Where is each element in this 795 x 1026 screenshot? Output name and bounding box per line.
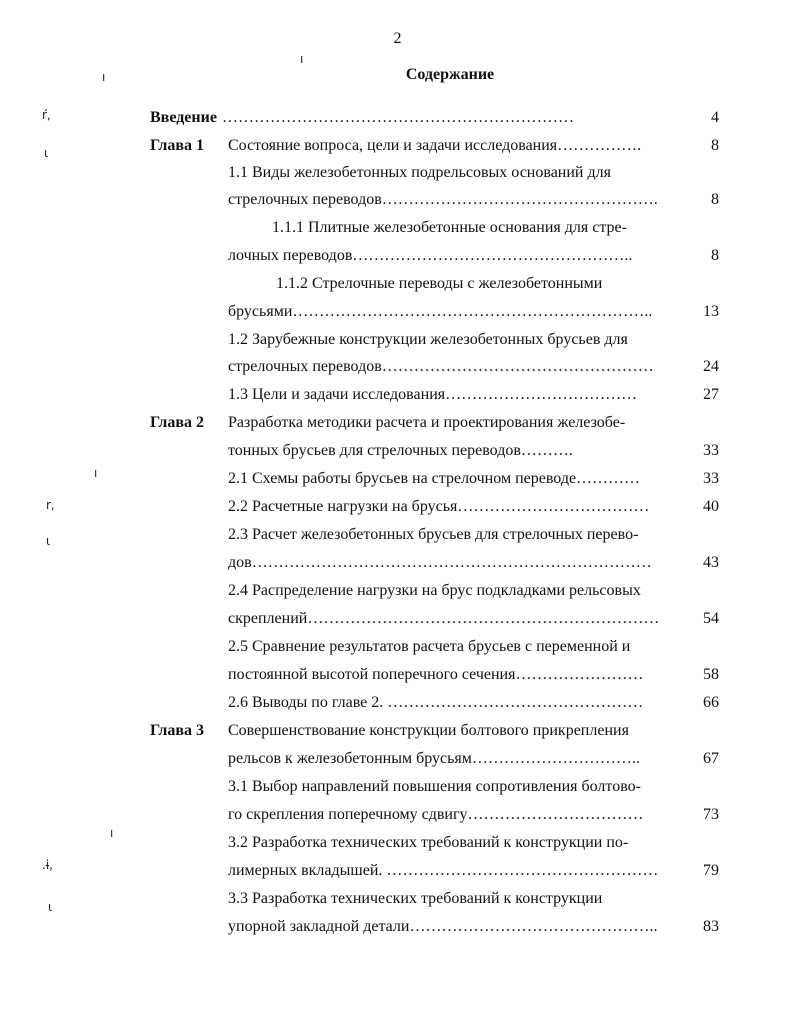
toc-s3-2-line2: лимерных вкладышей. …………………………………………… <box>228 862 659 879</box>
toc-s2-2-page: 40 <box>703 498 719 515</box>
toc-s2-3-page: 43 <box>703 554 719 571</box>
toc-s2-5-page: 58 <box>703 666 719 683</box>
toc-ch3-line2: рельсов к железобетонным брусьям………………………….. <box>228 750 640 767</box>
toc-s2-6-line1: 2.6 Выводы по главе 2. ………………………………………… <box>228 694 644 711</box>
toc-ch3-label: Глава 3 <box>150 722 204 739</box>
toc-intro-dots: ………………………………………………………… <box>222 109 574 126</box>
toc-ch2-line2: тонных брусьев для стрелочных переводов………. <box>228 442 573 459</box>
scan-mark: ı <box>300 52 304 66</box>
toc-intro-label: Введение <box>150 109 217 126</box>
toc-s2-4-line1: 2.4 Распределение нагрузки на брус подкладками рельсовых <box>228 582 641 599</box>
toc-s3-2-line1: 3.2 Разработка технических требований к конструкции по- <box>228 834 629 851</box>
toc-s2-5-line1: 2.5 Сравнение результатов расчета брусьев с переменной и <box>228 638 631 655</box>
toc-s2-5-line2: постоянной высотой поперечного сечения…………………… <box>228 666 644 683</box>
toc-s2-3-line1: 2.3 Расчет железобетонных брусьев для стрелочных перево- <box>228 526 639 543</box>
toc-ch2-line1: Разработка методики расчета и проектирования железобе- <box>228 414 626 431</box>
toc-s1-1-2-line1: 1.1.2 Стрелочные переводы с железобетонными <box>276 275 603 292</box>
toc-ch1-label: Глава 1 <box>150 137 204 154</box>
page-title: Содержание <box>405 66 495 83</box>
toc-s3-3-page: 83 <box>703 918 719 935</box>
toc-s2-4-line2: скреплений………………………………………………………… <box>228 610 660 627</box>
scan-mark: ı <box>110 826 114 840</box>
scan-mark: ɩ <box>44 146 49 160</box>
toc-s1-1-1-line1: 1.1.1 Плитные железобетонные основания для стре- <box>272 219 627 236</box>
toc-s1-2-page: 24 <box>703 358 719 375</box>
scan-mark: ı <box>94 466 98 480</box>
toc-ch1-page: 8 <box>711 137 719 154</box>
toc-s1-2-line2: стрелочных переводов…………………………………………… <box>228 358 654 375</box>
scan-mark: .ɨ, <box>42 858 53 872</box>
toc-s2-3-line2: дов………………………………………………………………… <box>228 554 652 571</box>
toc-s3-3-line2: упорной закладной детали……………………………………….. <box>228 918 658 935</box>
toc-s2-6-page: 66 <box>703 694 719 711</box>
toc-s2-2-line1: 2.2 Расчетные нагрузки на брусья……………………………… <box>228 498 650 515</box>
scan-mark: r, <box>46 498 55 512</box>
toc-s2-1-line1: 2.1 Схемы работы брусьев на стрелочном переводе………… <box>228 470 641 487</box>
toc-s3-2-page: 79 <box>703 862 719 879</box>
toc-s1-1-1-page: 8 <box>711 247 719 264</box>
toc-s1-1-line2: стрелочных переводов……………………………………………. <box>228 191 658 208</box>
toc-s1-1-page: 8 <box>711 191 719 208</box>
toc-s2-1-page: 33 <box>703 470 719 487</box>
toc-s3-1-page: 73 <box>703 806 719 823</box>
toc-s1-1-line1: 1.1 Виды железобетонных подрельсовых оснований для <box>228 164 611 181</box>
toc-s1-1-2-line2: брусьями………………………………………………………….. <box>228 303 653 320</box>
scan-mark: ɩ <box>46 534 51 548</box>
toc-ch2-page: 33 <box>703 442 719 459</box>
page-number: 2 <box>393 30 402 47</box>
toc-s2-4-page: 54 <box>703 610 719 627</box>
toc-s1-3-line1: 1.3 Цели и задачи исследования……………………………… <box>228 386 638 403</box>
scan-mark: ı <box>102 70 106 84</box>
toc-ch3-page: 67 <box>703 750 719 767</box>
toc-ch3-line1: Совершенствование конструкции болтового прикрепления <box>228 722 629 739</box>
toc-ch2-label: Глава 2 <box>150 414 204 431</box>
toc-ch1-text: Состояние вопроса, цели и задачи исследования……………. <box>228 137 642 154</box>
toc-s1-1-2-page: 13 <box>703 303 719 320</box>
toc-s3-1-line1: 3.1 Выбор направлений повышения сопротивления болтово- <box>228 778 641 795</box>
toc-s1-1-1-line2: лочных переводов…………………………………………….. <box>228 247 633 264</box>
toc-s1-2-line1: 1.2 Зарубежные конструкции железобетонных брусьев для <box>228 331 628 348</box>
scan-mark: ɩ <box>48 900 53 914</box>
toc-s3-1-line2: го скрепления поперечному сдвигу…………………………… <box>228 806 644 823</box>
toc-intro-page: 4 <box>711 109 719 126</box>
toc-s3-3-line1: 3.3 Разработка технических требований к конструкции <box>228 890 603 907</box>
scan-mark: ŕ, <box>42 108 51 122</box>
toc-s1-3-page: 27 <box>703 386 719 403</box>
